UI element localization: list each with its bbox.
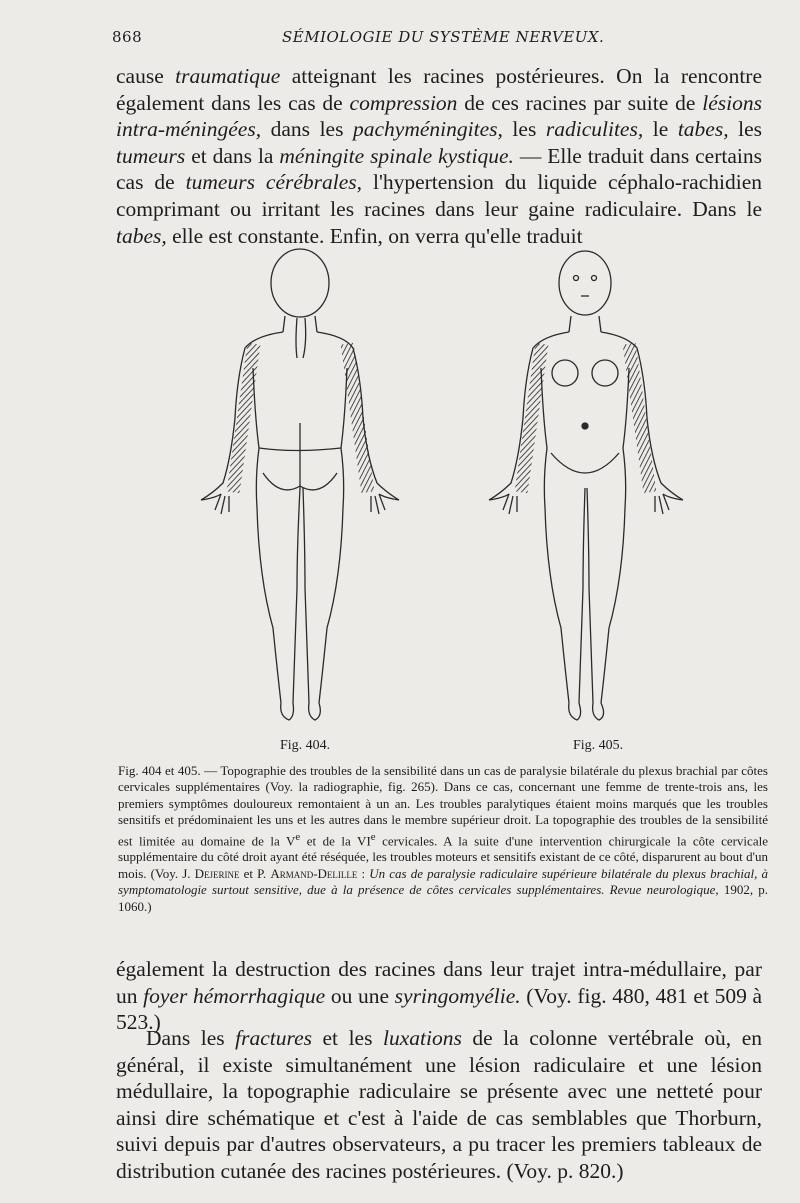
running-title: SÉMIOLOGIE DU SYSTÈME NERVEUX. [282, 28, 605, 46]
paragraph-top: cause traumatique atteignant les racines postérieures. On la rencontre également dans les cas de compression de ces racines par suite de lésions intra-méningées, dans les pachyméningites, les radiculites, le tabes, les tumeurs et dans la méningite spinale kystique. — Elle traduit dans certains cas de tumeurs cérébrales, l'hypertension du liquide céphalo-rachidien comprimant ou irritant les racines dans leur gaine radiculaire. Dans le tabes, elle est constante. Enfin, on verra qu'elle traduit [116, 64, 763, 248]
figure-body-diagrams [185, 248, 705, 728]
paragraph-bottom: Dans les fractures et les luxations de la colonne vertébrale où, en général, il existe simultanément une lésion radiculaire et une lésion médullaire, la topographie radiculaire se présente avec une netteté pour ainsi dire schématique et c'est à l'aide de cas semblables que Thorburn, suivi depuis par d'autres observateurs, a pu tracer les premiers tableaux de distribution cutanée des racines postérieures. (Voy. p. 820.) [116, 1026, 762, 1183]
paragraph-after-caption: également la destruction des racines dans leur trajet intra-médullaire, par un foyer hémorrhagique ou une syringomyélie. (Voy. fig. 480, 481 et 509 à 523.) [116, 957, 763, 1035]
figure-404-label: Fig. 404. [280, 738, 331, 753]
figure-caption: Fig. 404 et 405. — Topographie des troubles de la sensibilité dans un cas de paralysie bilatérale du plexus brachial par côtes cervicales supplémentaires (Voy. la radiographie, fig. 265). Dans ce cas, concernant une femme de trente-trois ans, les premiers symptômes douloureux remontaient à un an. Les troubles paralytiques étaient moins marqués que les troubles sensitifs et prédominaient les uns et les autres dans le membre supérieur droit. La topographie des troubles de la sensibilité est limitée au domaine de la Ve et de la VIe cervicales. A la suite d'une intervention chirurgicale la côte cervicale supplémentaire du côté droit ayant été réséquée, les troubles moteurs et sensitifs existant de ce côté, disparurent au bout d'un mois. (Voy. J. Dejerine et P. Armand-Delille : Un cas de paralysie radiculaire supérieure bilatérale du plexus brachial, à symptomatologie surtout sensitive, due à la présence de côtes cervicales supplémentaires. Revue neurologique, 1902, p. 1060.) [118, 763, 769, 914]
figure-405-label: Fig. 405. [573, 738, 624, 753]
page-number: 868 [112, 28, 143, 46]
